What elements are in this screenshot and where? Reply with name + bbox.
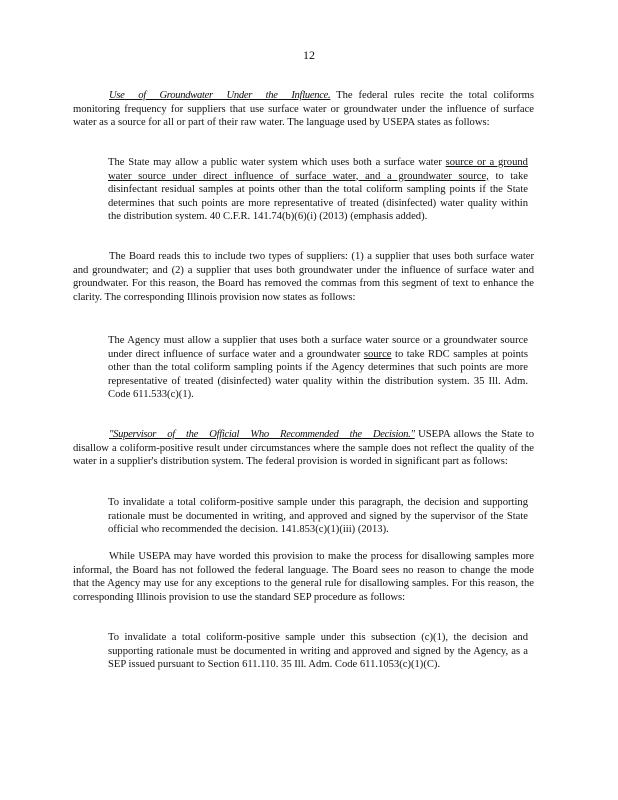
page-number: 12 [303,48,315,62]
paragraph-groundwater-text: The federal rules recite the total coliforms monitoring frequency for suppliers that use surface water or groundwater under the influence of surface water as a source for all or part of their raw water. The language used by USEPA states as follows: [73,90,534,129]
quote-federal-groundwater-pre: The State may allow a public water system which uses both a surface water [108,157,442,168]
paragraph-while-usepa [73,550,534,604]
paragraph-while-usepa-text: While USEPA may have worded this provision to make the process for disallowing samples more informal, the Board has not followed the federal language. The Board sees no reason to change the mode that the Agency may use for any exceptions to the general rule for disallowing samples. For this reason, the corresponding Illinois provision to use the standard SEP procedure as follows: [73,551,534,603]
quote-source-underlined: source [363,348,392,360]
paragraph-groundwater [73,89,534,130]
heading-supervisor: "Supervisor of the Official Who Recommended the Decision." [109,429,415,440]
quote-illinois-invalidate: To invalidate a total coliform-positive sample under this subsection (c)(1), the decision and supporting rationale must be documented in writing and approved and signed by the Agency, as a SEP issued pursuant to Section 611.110. 35 Ill. Adm. Code 611.1053(c)(1)(C). [108,632,528,671]
heading-groundwater: Use of Groundwater Under the Influence. [109,90,331,101]
quote-emphasis-underlined: source or a ground water source under direct influence of surface water, and a groundwater source, [108,157,528,182]
quote-federal-invalidate: To invalidate a total coliform-positive sample under this paragraph, the decision and supporting rationale must be documented in writing, and approved and signed by the supervisor of the State official who recommended the decision. 141.853(c)(1)(iii) (2013). [108,497,528,536]
paragraph-board-reads [73,250,534,304]
quote-federal-groundwater [108,156,528,224]
paragraph-supervisor [73,428,534,469]
paragraph-supervisor-text: USEPA allows the State to disallow a coliform-positive result under circumstances where the sample does not reflect the quality of the water in a supplier's distribution system. The federal provision is worded in significant part as follows: [73,429,534,468]
quote-illinois-groundwater-pre: The Agency must allow a supplier that uses both a surface water source or a groundwater source under direct influence of surface water and a groundwater [108,335,528,360]
quote-federal-groundwater-post: to take disinfectant residual samples at points other than the total coliform sampling points if the State determines that such points are more representative of treated (disinfected) water quality within the distribution system. 40 C.F.R. 141.74(b)(6)(i) (2013) (emphasis added). [108,170,528,223]
quote-illinois-groundwater [108,334,528,402]
paragraph-board-reads-text: The Board reads this to include two types of suppliers: (1) a supplier that uses both surface water and groundwater; and (2) a supplier that uses both groundwater under the influence of surface water and groundwater. For this reason, the Board has removed the commas from this segment of text to enhance the clarity. The corresponding Illinois provision now states as follows: [73,251,534,303]
quote-illinois-groundwater-post: to take RDC samples at points other than the total coliform sampling points if the Agency determines that such points are more representative of treated (disinfected) water quality within the distribution system. 35 Ill. Adm. Code 611.533(c)(1). [108,348,528,401]
